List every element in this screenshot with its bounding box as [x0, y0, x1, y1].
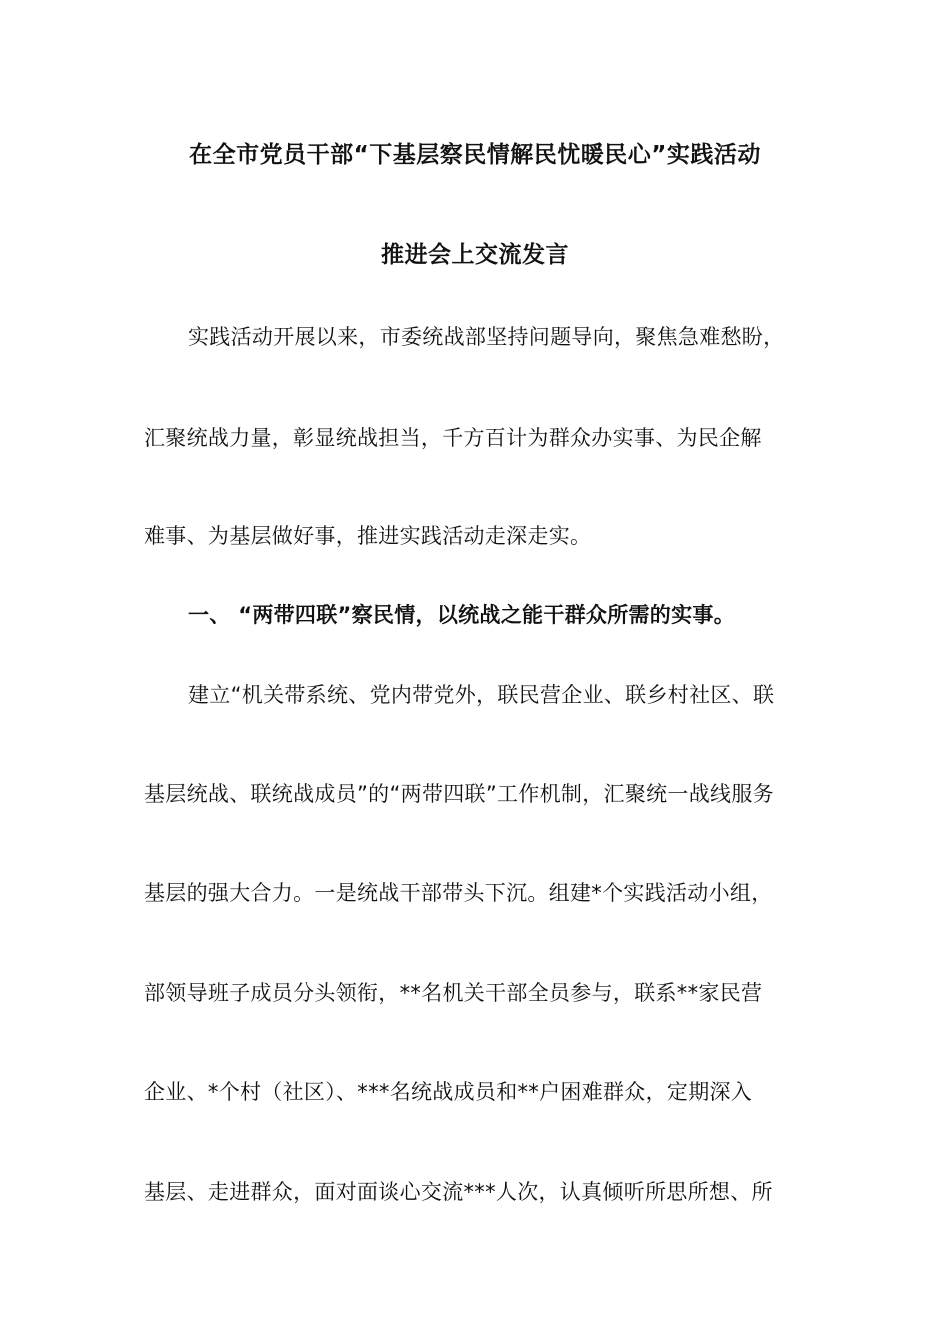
paragraph-2-line-1: 建立“机关带系统、党内带党外，联民营企业、联乡村社区、联: [188, 683, 775, 707]
paragraph-1-line-1: 实践活动开展以来，市委统战部坚持问题导向，聚焦急难愁盼，: [188, 325, 785, 349]
paragraph-2-line-2: 基层统战、联统战成员”的“两带四联”工作机制，汇聚统一战线服务: [144, 782, 774, 806]
document-title-line-1: 在全市党员干部“下基层察民情解民忧暖民心”实践活动: [189, 142, 761, 168]
paragraph-1-line-3: 难事、为基层做好事，推进实践活动走深走实。: [144, 524, 592, 548]
section-1-heading: 一、 “两带四联”察民情，以统战之能干群众所需的实事。: [188, 603, 736, 627]
paragraph-2-line-4: 部领导班子成员分头领衔，**名机关干部全员参与，联系**家民营: [144, 981, 763, 1005]
paragraph-1-line-2: 汇聚统战力量，彰显统战担当，千方百计为群众办实事、为民企解: [144, 426, 762, 450]
paragraph-2-line-3: 基层的强大合力。一是统战干部带头下沉。组建*个实践活动小组，: [144, 881, 773, 905]
paragraph-2-line-6: 基层、走进群众，面对面谈心交流***人次，认真倾听所思所想、所: [144, 1180, 773, 1204]
document-title-line-2: 推进会上交流发言: [381, 242, 569, 268]
paragraph-2-line-5: 企业、*个村（社区）、***名统战成员和**户困难群众，定期深入: [144, 1080, 753, 1104]
